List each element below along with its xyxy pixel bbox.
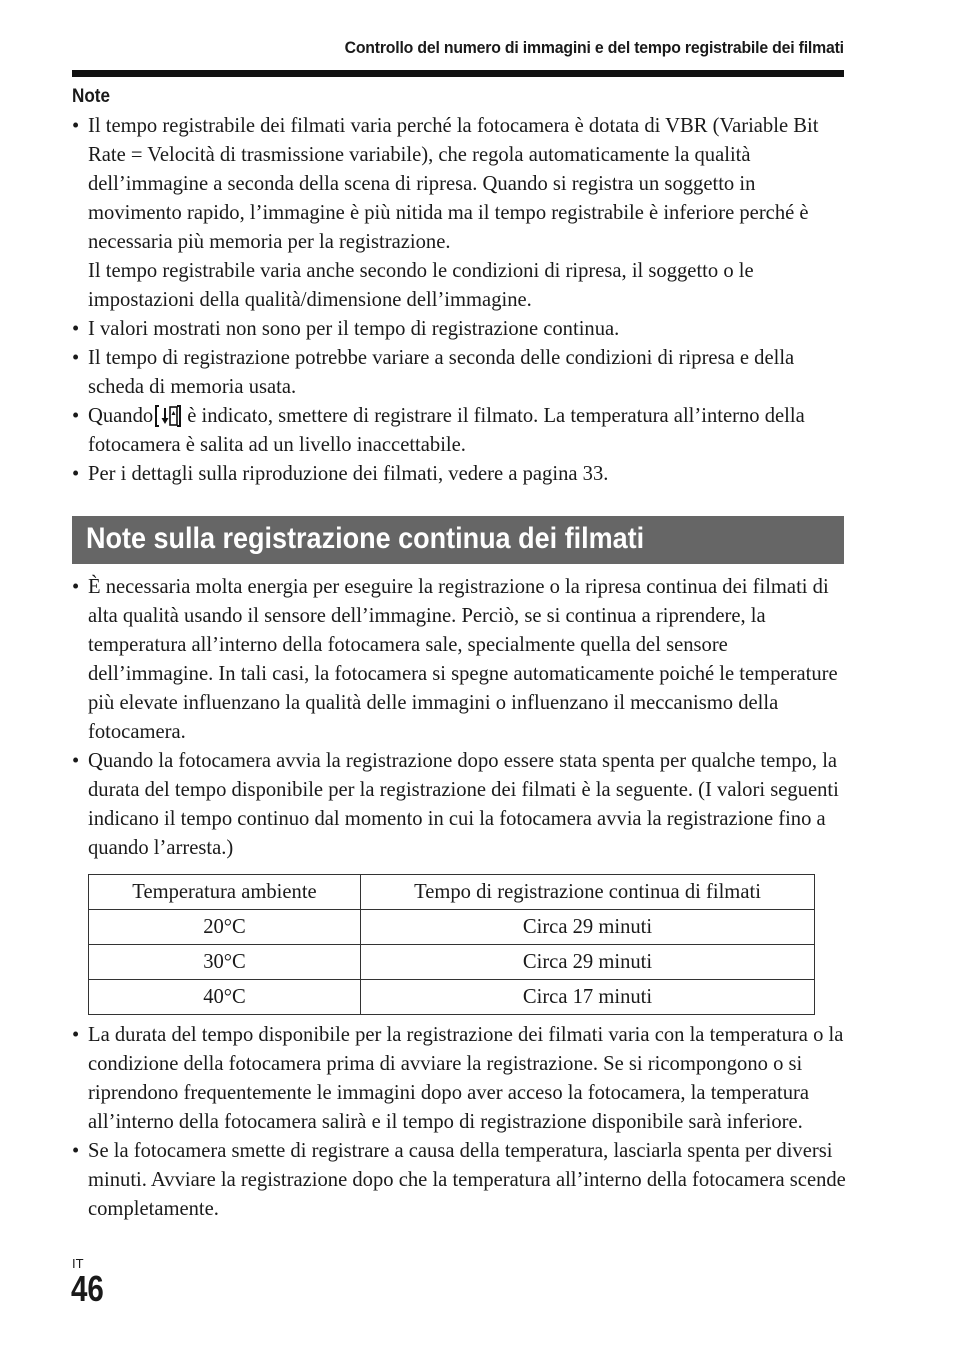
language-code: IT: [72, 1256, 84, 1271]
table-row: [89, 945, 815, 980]
continuous-note-text: È necessaria molta energia per eseguire la registrazione o la ripresa continua dei filmati di alta qualità usando il sensore dell’immagine. Perciò, se si continua a riprendere, la temperatura all’interno della fotocamera sale, specialmente quella del sensore dell’immagine. In tali casi, la fotocamera si spegne automaticamente poiché le temperature più elevate influenzano la qualità delle immagini o influenzano il meccanismo della fotocamera.: [88, 576, 838, 743]
page-number: 46: [71, 1268, 104, 1309]
table-row: [89, 980, 815, 1015]
continuous-note-text: Se la fotocamera smette di registrare a causa della temperatura, lasciarla spenta per diversi minuti. Avviare la registrazione dopo che la temperatura all’interno della fotocamera scende completamente.: [88, 1140, 846, 1220]
list-item: [72, 460, 847, 489]
note-text-continued: Il tempo registrabile varia anche secondo le condizioni di ripresa, il soggetto o le impostazioni della qualità/dimensione dell’immagine.: [88, 260, 754, 311]
note-text: I valori mostrati non sono per il tempo di registrazione continua.: [88, 318, 620, 340]
duration-cell: Circa 17 minuti: [361, 980, 815, 1015]
list-item: [72, 747, 847, 863]
running-header-title: Controllo del numero di immagini e del tempo registrabile dei filmati: [344, 38, 844, 57]
column-header-continuous-time: Tempo di registrazione continua di filmati: [361, 875, 815, 910]
note-text-after-icon: è indicato, smettere di registrare il filmato. La temperatura all’interno della fotocamera è salita ad un livello inaccettabile.: [88, 405, 805, 456]
temperature-cell: 30°C: [89, 945, 361, 980]
list-item: [72, 573, 847, 747]
note-text: Per i dettagli sulla riproduzione dei filmati, vedere a pagina 33.: [88, 463, 609, 485]
list-item: [72, 402, 847, 460]
header-rule: [72, 70, 844, 77]
notes-list: [72, 112, 847, 489]
note-text: Il tempo di registrazione potrebbe variare a seconda delle condizioni di ripresa e della scheda di memoria usata.: [88, 347, 795, 398]
list-item: [72, 315, 847, 344]
table-row: [89, 910, 815, 945]
duration-cell: Circa 29 minuti: [361, 945, 815, 980]
list-item: [72, 112, 847, 315]
notes-heading: Note: [72, 86, 111, 107]
section-heading-bar: [72, 516, 844, 564]
recording-time-table: [88, 874, 815, 1015]
temperature-warning-icon: [155, 405, 181, 427]
temperature-cell: 40°C: [89, 980, 361, 1015]
continuous-notes-list: [72, 573, 847, 863]
list-item: [72, 1137, 847, 1224]
list-item: [72, 1021, 847, 1137]
list-item: [72, 344, 847, 402]
note-text: • Il tempo registrabile dei filmati varia perché la fotocamera è dotata di VBR (Variable Bit Rate = Velocità di trasmissione variabile), che regola automaticamente la qualità dell’immagine a seconda della scena di ripresa. Quando si registra un soggetto in movimento rapido, l’immagine è più nitida ma il tempo registrabile è inferiore perché è necessaria più memoria per la registrazione.: [88, 115, 819, 253]
column-header-ambient-temperature: Temperatura ambiente: [89, 875, 361, 910]
continuous-notes-list-after-table: [72, 1021, 847, 1224]
continuous-note-text: La durata del tempo disponibile per la registrazione dei filmati varia con la temperatura o la condizione della fotocamera prima di avviare la registrazione. Se si ricompongono o si riprendono frequentemente le immagini dopo aver acceso la fotocamera, la temperatura all’interno della fotocamera salirà e il tempo di registrazione disponibile sarà inferiore.: [88, 1024, 844, 1133]
temperature-cell: 20°C: [89, 910, 361, 945]
continuous-note-text: Quando la fotocamera avvia la registrazione dopo essere stata spenta per qualche tempo, la durata del tempo disponibile per la registrazione dei filmati è la seguente. (I valori seguenti indicano il tempo continuo dal momento in cui la fotocamera avvia la registrazione fino a quando l’arresta.): [88, 750, 839, 859]
duration-cell: Circa 29 minuti: [361, 910, 815, 945]
table-header-row: [89, 875, 815, 910]
note-text-before-icon: Quando: [88, 405, 154, 427]
section-heading: Note sulla registrazione continua dei filmati: [86, 522, 645, 555]
